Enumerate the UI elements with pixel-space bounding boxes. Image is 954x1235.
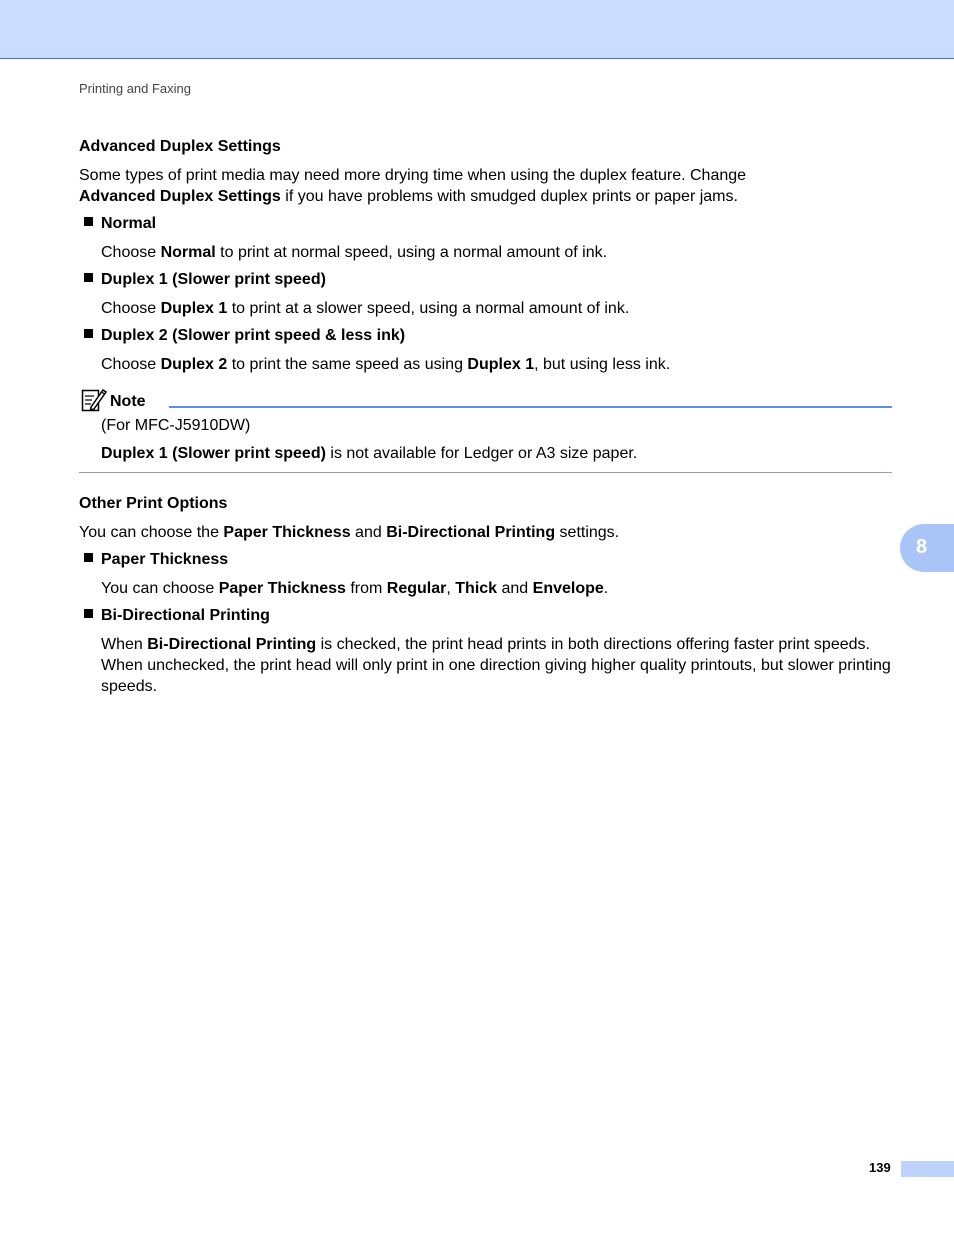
bullet-square-icon <box>84 609 93 618</box>
bold-term: Advanced Duplex Settings <box>79 188 281 205</box>
bold-term: Normal <box>160 244 216 261</box>
option-desc-duplex-1 <box>101 298 891 319</box>
text-run: Choose <box>101 356 161 373</box>
text-run: and <box>497 580 533 597</box>
option-desc-normal <box>101 242 891 263</box>
text-run: settings. <box>555 524 620 541</box>
breadcrumb: Printing and Faxing <box>79 81 192 96</box>
text-run: Some types of print media may need more drying time when using the duplex feature. Change <box>79 167 747 184</box>
option-normal <box>84 215 156 233</box>
bold-term: Envelope <box>532 580 604 597</box>
bullet-square-icon <box>84 553 93 562</box>
bullet-square-icon <box>84 329 93 338</box>
chapter-number: 8 <box>916 536 928 558</box>
bullet-square-icon <box>84 217 93 226</box>
text-run: , <box>446 580 456 597</box>
option-desc-bi-directional <box>101 634 892 697</box>
text-run: Choose <box>101 244 161 261</box>
page-number: 139 <box>869 1160 891 1175</box>
note-pencil-icon <box>81 387 107 413</box>
text-run: , but using less ink. <box>534 356 671 373</box>
section-title-other-options: Other Print Options <box>79 495 228 512</box>
option-label: Duplex 2 (Slower print speed & less ink) <box>101 327 406 344</box>
bold-term: Bi-Directional Printing <box>386 524 556 541</box>
text-run: . <box>603 580 609 597</box>
bold-term: Duplex 1 <box>160 300 228 317</box>
bold-term: Duplex 1 (Slower print speed) <box>101 445 326 462</box>
option-desc-duplex-2 <box>101 354 891 375</box>
note-end-divider <box>79 472 892 473</box>
bold-term: Paper Thickness <box>218 580 346 597</box>
text-run: Choose <box>101 300 161 317</box>
note-model: (For MFC-J5910DW) <box>101 417 251 434</box>
text-run: to print the same speed as using <box>227 356 468 373</box>
option-paper-thickness <box>84 551 228 569</box>
text-run: You can choose <box>101 580 219 597</box>
text-run: You can choose the <box>79 524 224 541</box>
text-run: to print at normal speed, using a normal amount of ink. <box>215 244 608 261</box>
bold-term: Duplex 2 <box>160 356 228 373</box>
text-run: and <box>350 524 387 541</box>
text-run: When <box>101 636 148 653</box>
section-intro-advanced-duplex <box>79 165 819 207</box>
bold-term: Regular <box>386 580 447 597</box>
note-header <box>79 387 892 415</box>
text-run: from <box>345 580 387 597</box>
option-label: Duplex 1 (Slower print speed) <box>101 271 326 288</box>
chapter-tab <box>900 524 954 572</box>
option-bi-directional <box>84 607 270 625</box>
option-duplex-1 <box>84 271 326 289</box>
option-label: Paper Thickness <box>101 551 229 568</box>
note-label: Note <box>110 393 146 410</box>
bold-term: Paper Thickness <box>223 524 351 541</box>
section-intro-other-options <box>79 522 892 543</box>
text-run: to print at a slower speed, using a normal amount of ink. <box>227 300 630 317</box>
bold-term: Bi-Directional Printing <box>147 636 317 653</box>
section-title-advanced-duplex: Advanced Duplex Settings <box>79 138 281 155</box>
option-duplex-2 <box>84 327 405 345</box>
bullet-square-icon <box>84 273 93 282</box>
bold-term: Duplex 1 <box>467 356 535 373</box>
text-run: is checked, the print head prints in both directions offering faster print speeds. When unchecked, the print head will only print in one direction giving higher quality printouts, but slower printing speeds. <box>101 636 891 695</box>
option-label: Bi-Directional Printing <box>101 607 270 624</box>
note-text <box>101 443 891 464</box>
option-label: Normal <box>101 215 157 232</box>
text-run: is not available for Ledger or A3 size paper. <box>325 445 638 462</box>
option-desc-paper-thickness <box>101 578 891 599</box>
note-divider <box>169 406 892 408</box>
text-run: if you have problems with smudged duplex prints or paper jams. <box>280 188 738 205</box>
page-number-bar <box>901 1161 954 1177</box>
header-band <box>0 0 954 59</box>
bold-term: Thick <box>455 580 498 597</box>
